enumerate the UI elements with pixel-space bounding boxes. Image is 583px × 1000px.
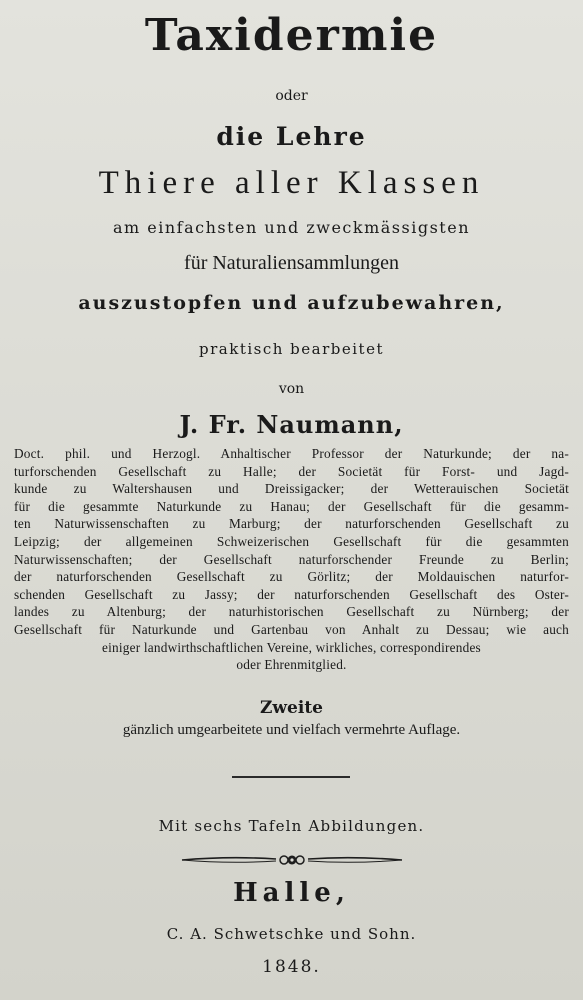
plates-note: Mit sechs Tafeln Abbildungen. <box>158 817 425 835</box>
subtitle-line-1: die Lehre <box>216 122 367 151</box>
credential-line: schenden Gesellschaft zu Jassy; der naturforschenden Gesellschaft des Oster- <box>14 586 569 602</box>
book-title: Taxidermie <box>144 10 439 61</box>
credential-line: Gesellschaft für Naturkunde und Gartenbau von Anhalt zu Dessau; wie auch <box>14 621 569 637</box>
subtitle-line-5: auszustopfen und aufzubewahren, <box>78 292 505 314</box>
author-credentials <box>14 445 569 674</box>
credential-line: kunde zu Waltershausen und Dreissigacker; der Wetterauischen Societät <box>14 481 569 497</box>
edition-description: gänzlich umgearbeitete und vielfach vermehrte Auflage. <box>122 722 461 738</box>
publisher-name: C. A. Schwetschke und Sohn. <box>166 925 417 943</box>
ornamental-divider <box>180 850 404 870</box>
edition-number: Zweite <box>260 698 323 718</box>
divider-rule <box>232 776 350 778</box>
by-line: von <box>278 381 305 397</box>
conjunction-oder: oder <box>275 88 308 104</box>
credential-line: turforschenden Gesellschaft zu Halle; der Societät für Forst- und Jagd- <box>14 463 569 479</box>
credential-line: der naturforschenden Gesellschaft zu Görlitz; der Moldauischen naturfor- <box>14 569 569 585</box>
credential-line: landes zu Altenburg; der naturhistorischen Gesellschaft zu Nürnberg; der <box>14 604 569 620</box>
credential-line: Leipzig; der allgemeinen Schweizerischen Gesellschaft für die gesammten <box>14 533 569 549</box>
credential-line: einiger landwirthschaftlichen Vereine, wirkliches, correspondirendes <box>102 639 481 655</box>
credential-line: ten Naturwissenschaften zu Marburg; der naturforschenden Gesellschaft zu <box>14 516 569 532</box>
subtitle-line-3: am einfachsten und zweckmässigsten <box>112 218 470 237</box>
subtitle-line-4: für Naturaliensammlungen <box>184 252 399 274</box>
subtitle-line-2: Thiere aller Klassen <box>98 165 485 201</box>
publication-year: 1848. <box>262 957 321 977</box>
credential-line: Doct. phil. und Herzogl. Anhaltischer Professor der Naturkunde; der na- <box>14 446 569 461</box>
credential-line: für die gesammte Naturkunde zu Hanau; der Gesellschaft für die gesamm- <box>14 498 569 514</box>
credential-line: oder Ehrenmitglied. <box>236 657 347 673</box>
credential-line: Naturwissenschaften; der Gesellschaft naturforschender Freunde zu Berlin; <box>14 551 569 567</box>
subtitle-line-6: praktisch bearbeitet <box>199 340 384 358</box>
author-name: J. Fr. Naumann, <box>179 410 404 439</box>
publication-city: Halle, <box>233 878 350 908</box>
